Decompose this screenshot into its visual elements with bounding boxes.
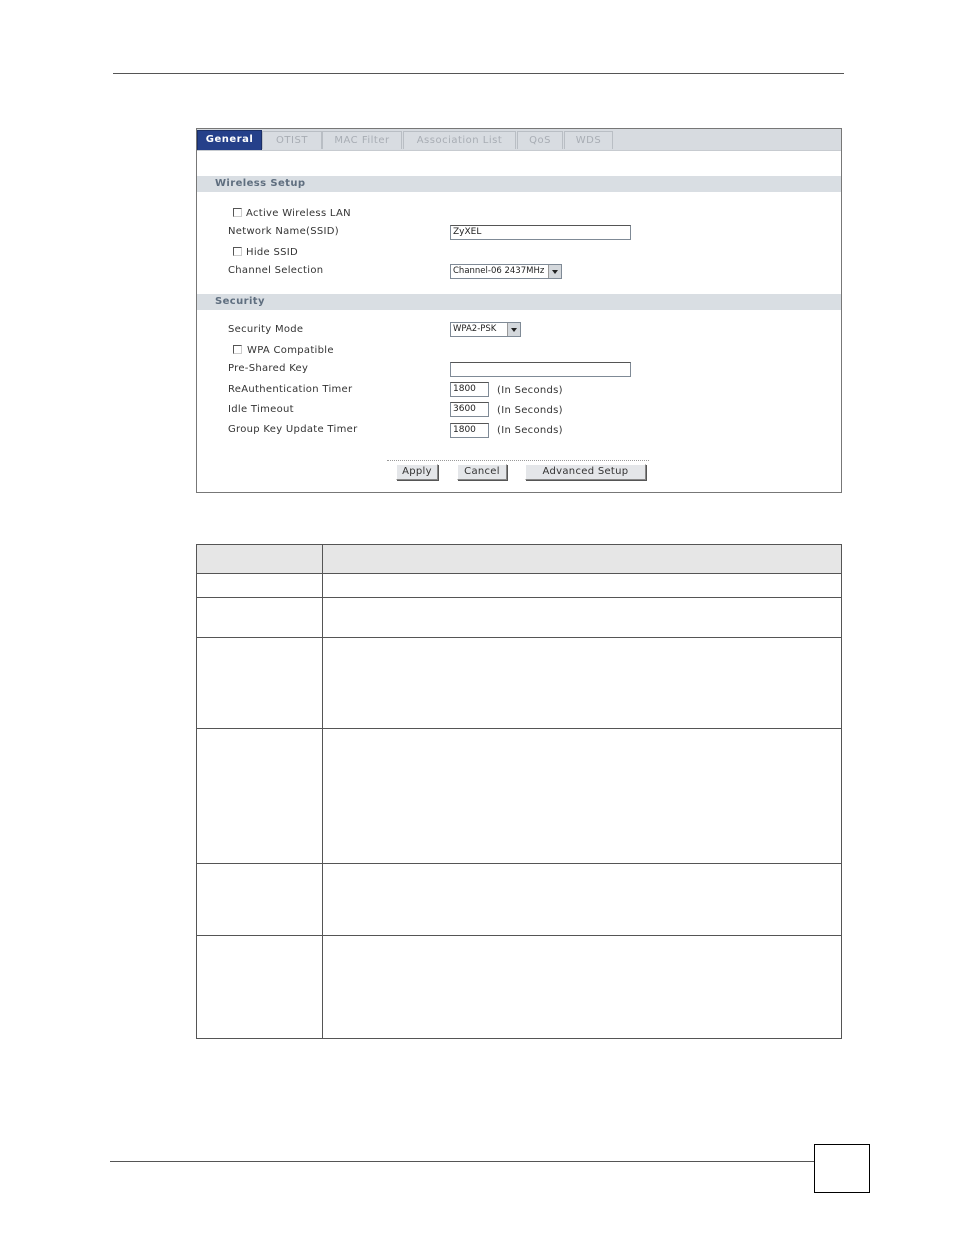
tab-general[interactable]: General bbox=[197, 130, 262, 150]
pre-shared-key-input[interactable] bbox=[450, 362, 631, 377]
wpa-compatible-checkbox[interactable] bbox=[233, 345, 242, 354]
apply-button[interactable]: Apply bbox=[396, 464, 438, 480]
tab-association-list[interactable]: Association List bbox=[403, 131, 516, 149]
tab-otist[interactable]: OTIST bbox=[262, 131, 322, 149]
tab-wds[interactable]: WDS bbox=[564, 131, 613, 149]
table-row bbox=[197, 637, 841, 638]
active-wireless-lan-label: Active Wireless LAN bbox=[246, 208, 351, 219]
group-key-unit: (In Seconds) bbox=[497, 425, 563, 436]
channel-selection-select[interactable] bbox=[450, 264, 562, 279]
wireless-setup-header: Wireless Setup bbox=[197, 176, 841, 192]
security-mode-label: Security Mode bbox=[228, 324, 304, 335]
table-row bbox=[197, 728, 841, 729]
idle-timeout-unit: (In Seconds) bbox=[497, 405, 563, 416]
group-key-label: Group Key Update Timer bbox=[228, 424, 358, 435]
hide-ssid-label: Hide SSID bbox=[246, 247, 299, 258]
tab-mac-filter[interactable]: MAC Filter bbox=[322, 131, 402, 149]
security-mode-value: WPA2-PSK bbox=[453, 324, 497, 334]
security-mode-select[interactable] bbox=[450, 322, 521, 337]
field-description-table bbox=[196, 544, 842, 1039]
channel-selection-value: Channel-06 2437MHz bbox=[453, 266, 545, 276]
table-row bbox=[197, 863, 841, 864]
advanced-setup-button[interactable]: Advanced Setup bbox=[525, 464, 646, 480]
network-name-input[interactable]: ZyXEL bbox=[450, 225, 631, 240]
footer-rule bbox=[110, 1161, 814, 1162]
idle-timeout-label: Idle Timeout bbox=[228, 404, 294, 415]
channel-selection-label: Channel Selection bbox=[228, 265, 324, 276]
tab-bar bbox=[197, 129, 841, 151]
security-header: Security bbox=[197, 294, 841, 310]
button-divider bbox=[387, 460, 649, 461]
header-rule bbox=[113, 73, 844, 74]
table-header bbox=[197, 545, 841, 574]
table-row bbox=[197, 597, 841, 598]
idle-timeout-input[interactable]: 3600 bbox=[450, 402, 489, 417]
pre-shared-key-label: Pre-Shared Key bbox=[228, 363, 309, 374]
network-name-label: Network Name(SSID) bbox=[228, 226, 339, 237]
wireless-general-screen bbox=[196, 128, 842, 493]
tab-qos[interactable]: QoS bbox=[517, 131, 563, 149]
reauth-timer-label: ReAuthentication Timer bbox=[228, 384, 353, 395]
chevron-down-icon[interactable] bbox=[548, 265, 561, 278]
group-key-input[interactable]: 1800 bbox=[450, 423, 489, 438]
reauth-timer-unit: (In Seconds) bbox=[497, 385, 563, 396]
page-number-box bbox=[814, 1144, 870, 1193]
table-column-divider bbox=[322, 545, 323, 1038]
cancel-button[interactable]: Cancel bbox=[457, 464, 507, 480]
table-row bbox=[197, 935, 841, 936]
chevron-down-icon[interactable] bbox=[507, 323, 520, 336]
reauth-timer-input[interactable]: 1800 bbox=[450, 382, 489, 397]
active-wireless-lan-checkbox[interactable] bbox=[233, 208, 242, 217]
wpa-compatible-label: WPA Compatible bbox=[247, 345, 334, 356]
hide-ssid-checkbox[interactable] bbox=[233, 247, 242, 256]
